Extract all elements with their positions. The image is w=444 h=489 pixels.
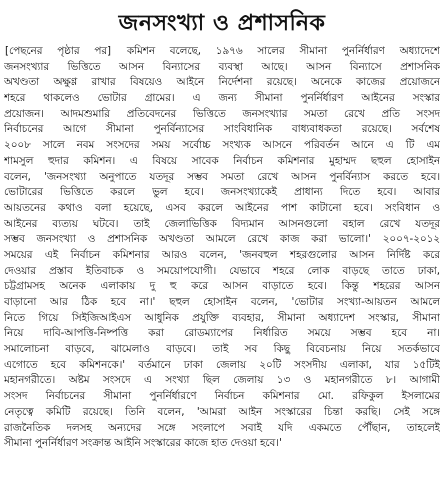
article-line: বলেন, 'জনসংখ্যা অনুপাতে যতদূর সম্ভব সমতা রেখে আসন পুনর্বিন্যাস করতে হবে। (4, 170, 440, 183)
article-line: সময়ের এই নির্বাচন কমিশনার আরও বলেন, 'জনবহুল শহরগুলোর আসন নির্দিষ্ট করে (4, 248, 440, 261)
article-line: সমালোচনা বাড়বে, ঝামেলাও বাড়বে। তাই সব কিছু বিবেচনায় নিয়ে সতর্কভাবে (4, 343, 440, 356)
article-line: রাজনৈতিক দলসহ অন্যদের সঙ্গে সংলাপে সবাই যদি একমতে পৌঁছান, তাহলেই (4, 421, 440, 434)
article-line: মহানগরীতে। অষ্টম সংসদে এ সংখ্যা ছিল জেলায় ১৩ ও মহানগরীতে ৮। আগামী (4, 374, 440, 387)
article-line: এগোতে হবে কমিশনকে।' বর্তমানে ঢাকা জেলায় ২০টি সংসদীয় এলাকা, যার ১৫টিই (4, 358, 440, 371)
article-line: সম্ভব জনসংখ্যা ও প্রশাসনিক অখণ্ডতা আমলে রেখে কাজ করা ভালো।' ২০০৭-২০১২ (4, 233, 440, 246)
article-body (4, 44, 440, 487)
article-line: শহরে থাকলেও ভোটার গ্রামের। এ জন্য সীমানা পুনর্নির্ধারণ আইনের সংস্কার (4, 92, 440, 105)
article-line: চট্টগ্রামসহ অনেক এলাকায় দু হু করে আসন বাড়াতে হবে। কিন্তু শহরের আসন (4, 280, 440, 293)
article-line: প্রয়োজন। আদমশুমারি প্রতিবেদনের ভিত্তিতে জনসংখ্যার সমতা রেখে প্রতি সংসদ (4, 107, 440, 120)
article-line-text: কমিশন বলেছে, ১৯৭৬ সালের সীমানা পুনর্নির্ধারণ অধ্যাদেশে (112, 45, 440, 57)
article-line (4, 44, 440, 60)
article-line: বাড়ানো আর ঠিক হবে না।' ছহুল হোসাইন বলেন, 'ভোটার সংখ্যা-আয়তন আমলে (4, 296, 440, 308)
headline: জনসংখ্যা ও প্রশাসনিক (118, 11, 326, 36)
continued-from-previous-page-tag: [পেছনের পৃষ্ঠার পর] (5, 45, 112, 57)
article-line: নিতে গিয়ে সিইজিআইএস আধুনিক প্রযুক্তি ব্যবহার, সীমানা অধ্যাদেশ সংস্কার, সীমানা (4, 311, 440, 324)
article-line: নির্বাচনের আগে সীমানা পুনর্বিন্যাসের সাংবিধানিক বাধ্যবাধকতা রয়েছে। সর্বশেষ (4, 123, 440, 136)
article-line: ভোটারের ভিত্তিতে করলে ভুল হবে। জনসংখ্যাকেই প্রাধান্য দিতে হবে। আবার (4, 186, 440, 199)
article-line: দেওয়ার প্রস্তাব ইতিবাচক ও সময়োপযোগী। যেভাবে শহরে লোক বাড়ছে তাতে ঢাকা, (4, 264, 440, 277)
article-line: ২০০৮ সালে নবম সংসদের সময় সর্বোচ্চ সংখ্যক আসনে পরিবর্তন আনে এ টি এম (4, 139, 440, 152)
article-line: সংসদ নির্বাচনের সীমানা পুনর্নির্ধারণে নির্বাচন কমিশনার মো. রফিকুল ইসলামের (4, 390, 440, 403)
article-line: আয়তনের কথাও বলা হয়েছে, এসব করলে আইনের পাশ কাটানো হবে। সংবিধান ও (4, 201, 440, 214)
article-line: জনসংখ্যার ভিত্তিতে আসন বিন্যাসের ব্যবস্থা আছে। আসন বিন্যাসে প্রশাসনিক (4, 60, 440, 73)
article-line: অখণ্ডতা অক্ষুণ্ণ রাখার বিষয়েও আইনে নির্দেশনা রয়েছে। অনেকে কাজের প্রয়োজনে (4, 76, 440, 89)
article-line: সীমানা পুনর্নির্ধারণ সংক্রান্ত আইনি সংস্কারের কাজে হাত দেওয়া হবে।' (4, 437, 282, 450)
article-line: নেতৃত্বে কমিটি রয়েছে। তিনি বলেন, 'আমরা আইন সংস্কারের চিন্তা করছি। সেই সঙ্গে (4, 405, 440, 418)
article-line: শামসুল হুদার কমিশন। এ বিষয়ে সাবেক নির্বাচন কমিশনার মুহাম্মদ ছহুল হোসাইন (4, 154, 440, 167)
article-line: আইনের ব্যত্যয় ঘটবে। তাই জেলাভিত্তিক বিদ্যমান আসনগুলো বহাল রেখে যতদূর (4, 217, 440, 230)
article-line: নিয়ে দাবি-আপত্তি-নিষ্পত্তি করা রোডম্যাপের নির্ধারিত সময়ে সম্ভব হবে না। (4, 327, 440, 340)
